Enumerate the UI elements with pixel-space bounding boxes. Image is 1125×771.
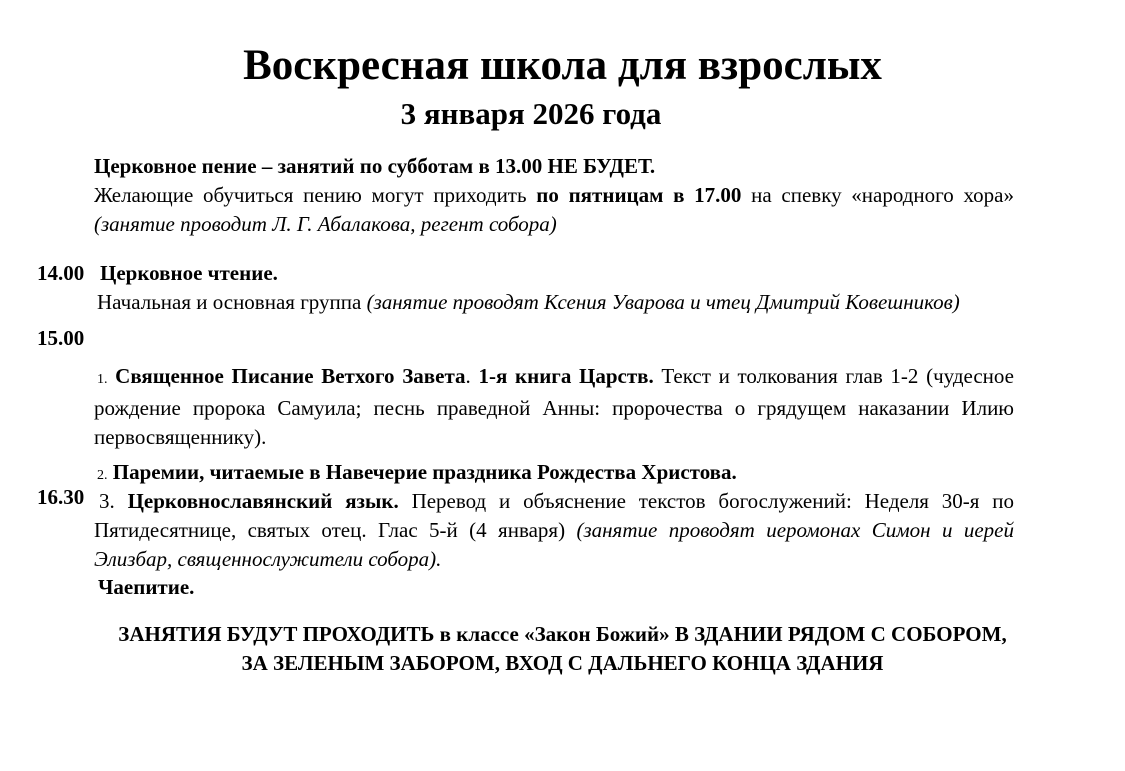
scripture-item-1-book: 1-я книга Царств. bbox=[478, 364, 654, 388]
scripture-item-2 bbox=[97, 458, 1017, 490]
scripture-item-1-text: Текст и толкования глав 1-2 (чудесное рождение пророка Самуила; песнь праведной Анны: пророчества о грядущем наказании Илию первосвященнику). bbox=[94, 364, 1014, 449]
reading-paragraph bbox=[94, 288, 1014, 317]
reading-time: 14.00 bbox=[37, 261, 85, 285]
slavonic-note: (занятие проводят иеромонах Симон и иерей Элизбар, священнослужители собора). bbox=[94, 518, 1014, 571]
scripture-item-1-title: Священное Писание Ветхого Завета bbox=[115, 364, 466, 388]
singing-note: (занятие проводит Л. Г. Абалакова, регент собора) bbox=[94, 212, 557, 236]
scripture-item-1-number: 1. bbox=[97, 372, 108, 387]
singing-time-bold: по пятницам в 17.00 bbox=[536, 183, 742, 207]
reading-text: Начальная и основная группа bbox=[97, 290, 367, 314]
scripture-item-2-title: Паремии, читаемые в Навечерие праздника Рождества Христова. bbox=[112, 460, 737, 484]
slavonic-text: Перевод и объяснение текстов богослужений: Неделя 30-я по Пятидесятнице, святых отец. Глас 5-й (4 января) bbox=[94, 489, 1014, 542]
page-date: 3 января 2026 года bbox=[400, 96, 662, 131]
scripture-item-2-number: 2. bbox=[97, 468, 108, 483]
footer-line-1-c: В ЗДАНИИ РЯДОМ С СОБОРОМ, bbox=[674, 622, 1007, 646]
singing-text-before: Желающие обучиться пению могут приходить bbox=[94, 183, 537, 207]
scripture-time: 15.00 bbox=[37, 326, 85, 350]
footer-line-1-a: ЗАНЯТИЯ БУДУТ ПРОХОДИТЬ bbox=[118, 622, 435, 646]
footer-line-1-b: в классе «Закон Божий» bbox=[434, 622, 675, 646]
reading-heading: Церковное чтение. bbox=[100, 261, 278, 285]
singing-text-after: на спевку «народного хора» bbox=[741, 183, 1014, 207]
slavonic-paragraph bbox=[94, 487, 1014, 574]
singing-heading: Церковное пение – занятий по субботам в 13.00 НЕ БУДЕТ. bbox=[94, 154, 656, 178]
slavonic-number: 3. bbox=[99, 489, 115, 513]
scripture-item-1 bbox=[94, 362, 1014, 452]
page-title: Воскресная школа для взрослых bbox=[243, 42, 882, 89]
footer-line-2: ЗА ЗЕЛЕНЫМ ЗАБОРОМ, ВХОД С ДАЛЬНЕГО КОНЦА ЗДАНИЯ bbox=[241, 651, 884, 675]
scripture-item-1-separator: . bbox=[465, 364, 479, 388]
slavonic-title: Церковнославянский язык. bbox=[127, 489, 399, 513]
footer-line-1 bbox=[0, 619, 1125, 649]
reading-note: (занятие проводят Ксения Уварова и чтец Дмитрий Ковешников) bbox=[366, 290, 960, 314]
slavonic-time: 16.30 bbox=[37, 485, 85, 509]
tea-label: Чаепитие. bbox=[98, 575, 195, 599]
singing-paragraph bbox=[94, 181, 1014, 239]
